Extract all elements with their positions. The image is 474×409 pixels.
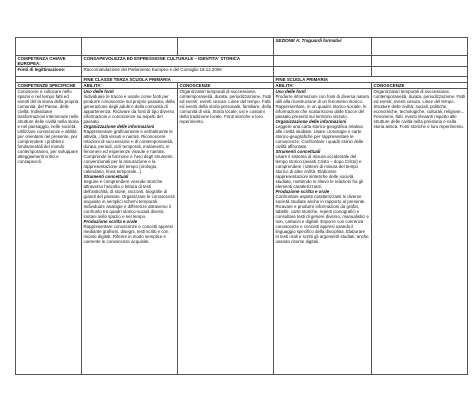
header-abilita-quinta: ABILITA' (274, 83, 372, 89)
fine-terza-label: FINE CLASSE TERZA SCUOLA PRIMARIA (82, 77, 274, 83)
abilita-quinta-prod: Confrontare aspetti caratterizzanti le diverse società studiate anche in rapporto al presente. Ricavare e produrre informazioni da grafici, tabelle, carte storiche, reperti iconografici e consultare testi di genere diverso, manualistici e non, cartacei e digitali. Esporre con coerenza conoscenze e concetti appresi usando il linguaggio specifico della disciplina. Elaborare in testi orali e scritti gli argomenti studiati, anche usando risorse digitali. (275, 194, 369, 244)
empty-cell (82, 38, 178, 56)
competenze-text: Conoscere e collocare nello spazio e nel tempo fatti ed eventi del la storia della propria comunità, del Paese, delle civiltà. Individuare trasformazioni intervenute nelle strutture delle civiltà nella storia e nel paesaggio, nelle società. Utilizzare conoscenze e abilità per orientarsi nel presente, per comprendere i problemi fondamentali del mondo contemporaneo, per sviluppare atteggiamenti critici e consapevoli. (17, 89, 79, 164)
abilita-terza-cell (82, 89, 178, 375)
curriculum-table (15, 37, 468, 375)
abilita-quinta-cell (274, 89, 372, 375)
abilita-terza-strum-title: Strumenti concettuali (83, 174, 129, 179)
conoscenze-quinta-cell (372, 89, 468, 375)
abilita-quinta-strum-title: Strumenti concettuali (275, 149, 321, 154)
header-competenze: COMPETENZE SPECIFICHE (16, 83, 82, 89)
empty-cell (372, 67, 468, 77)
header-abilita-terza: ABILITA' (82, 83, 178, 89)
section-title: SEZIONE A: Traguardi formativi (274, 38, 372, 56)
header-conoscenze-terza: CONOSCENZE (178, 83, 274, 89)
empty-cell (178, 38, 274, 56)
abilita-quinta-uso-fonti-title: Uso delle fonti (275, 89, 306, 94)
document-sheet (15, 37, 467, 375)
conoscenze-terza-text: Organizzatori temporali di successione, contemporaneità, durata, periodizzazione. Fatti ed eventi; eventi cesura. Linee del tempo. Fatti ed eventi della storia personale, familiare, della comunità di vita. Storia locale; usi e costumi della tradizione locale. Fonti storiche e loro reperimento. (179, 89, 272, 124)
empty-cell (274, 56, 372, 67)
competenza-value: CONSAPEVOLEZZA ED ESPRESSIONE CULTURALE – IDENTITA' STORICA (82, 56, 274, 67)
abilita-quinta-org-title: Organizzazione delle informazioni (275, 119, 347, 124)
abilita-quinta-uso-fonti: Produrre informazioni con fonti di diversa natura utili alla ricostruzione di un fenomeno storico. Rappresentare, in un quadro storico-sociale, le informazioni che scaturiscono dalle tracce del passato presenti sul territorio vissuto. (275, 94, 369, 119)
abilita-terza-prod: Rappresentare conoscenze e concetti appresi mediante grafismi, disegni, testi scritti e con risorse digitali. Riferire in modo semplice e coerente le conoscenze acquisite. (83, 224, 173, 244)
fine-quinta-label: FINE SCUOLA PRIMARIA (274, 77, 468, 83)
competenze-cell (16, 89, 82, 375)
conoscenze-terza-cell (178, 89, 274, 375)
abilita-terza-prod-title: Produzione scritta e orale (83, 219, 138, 224)
empty-cell (372, 38, 468, 56)
abilita-quinta-prod-title: Produzione scritta e orale (275, 189, 330, 194)
abilita-quinta-strum: Usare il sistema di misura occidentale del tempo storico (avanti Cristo – dopo Cristo) e comprendere i sistemi di misura del tempo storico di altre civiltà. Elaborare rappresentazioni sintetiche delle società studiate, mettendo in rilievo le relazioni fra gli elementi caratterizzanti. (275, 154, 364, 189)
abilita-quinta-org: Leggere una carta storico-geografica relativa alle civiltà studiate. Usare cronologie e carte storico-geografiche per rappresentare le conoscenze. Confrontare i quadri storici delle civiltà affrontate. (275, 124, 364, 149)
abilita-terza-org: Rappresentare graficamente e verbalmente le attività, i fatti vissuti e narrati. Riconoscere relazioni di successione e di contemporaneità, durata, periodi, cicli temporali, mutamenti, in fenomeni ed esperienze vissute e narrate. Comprende la funzione e l'uso degli strumenti convenzionali per la misurazione e la rappresentazione del tempo (orologio, calendario, linea temporale...). (83, 129, 174, 174)
abilita-terza-uso-fonti: Individuare le tracce e usarle come fonti per produrre conoscenze sul proprio passato, della generazione degli adulti e della comunità di appartenenza. Ricavare da fonti di tipo diverso informazioni e conoscenze su aspetti del passato. (83, 94, 175, 124)
empty-cell (372, 56, 468, 67)
conoscenze-quinta-text: Organizzatori temporali di successione, contemporaneità, durata, periodizzazione. Fatti ed eventi; eventi cesura. Linee del tempo. Strutture delle civiltà: sociali, politiche, economiche, tecnologiche, culturali, religiose... Fenomeni, fatti, eventi rilevanti rispetto alle strutture delle civiltà nella preistoria e nella storia antica. Fonti storiche e loro reperimento. (373, 89, 466, 129)
header-conoscenze-quinta: CONOSCENZE (372, 83, 468, 89)
competenza-label: COMPETENZA CHIAVE EUROPEA: (16, 56, 82, 67)
fonti-value: Raccomandazione del Parlamento Europeo e del Consiglio 18.12.2006 (82, 67, 274, 77)
empty-cell (274, 67, 372, 77)
fonti-label: Fonti di legittimazione: (16, 67, 82, 77)
abilita-terza-strum: Seguire e comprendere vicende storiche attraverso l'ascolto o lettura di testi dell'antichità, di storie, racconti, biografie di grandi del passato. Organizzare le conoscenze acquisite in semplici schemi temporali. Individuare analogie e differenze attraverso il confronto tra quadri storico-sociali diversi, lontani nello spazio e nel tempo. (83, 179, 176, 219)
abilita-terza-org-title: Organizzazione delle informazioni (83, 124, 155, 129)
abilita-terza-uso-fonti-title: Uso delle fonti (83, 89, 114, 94)
empty-cell (16, 38, 82, 56)
